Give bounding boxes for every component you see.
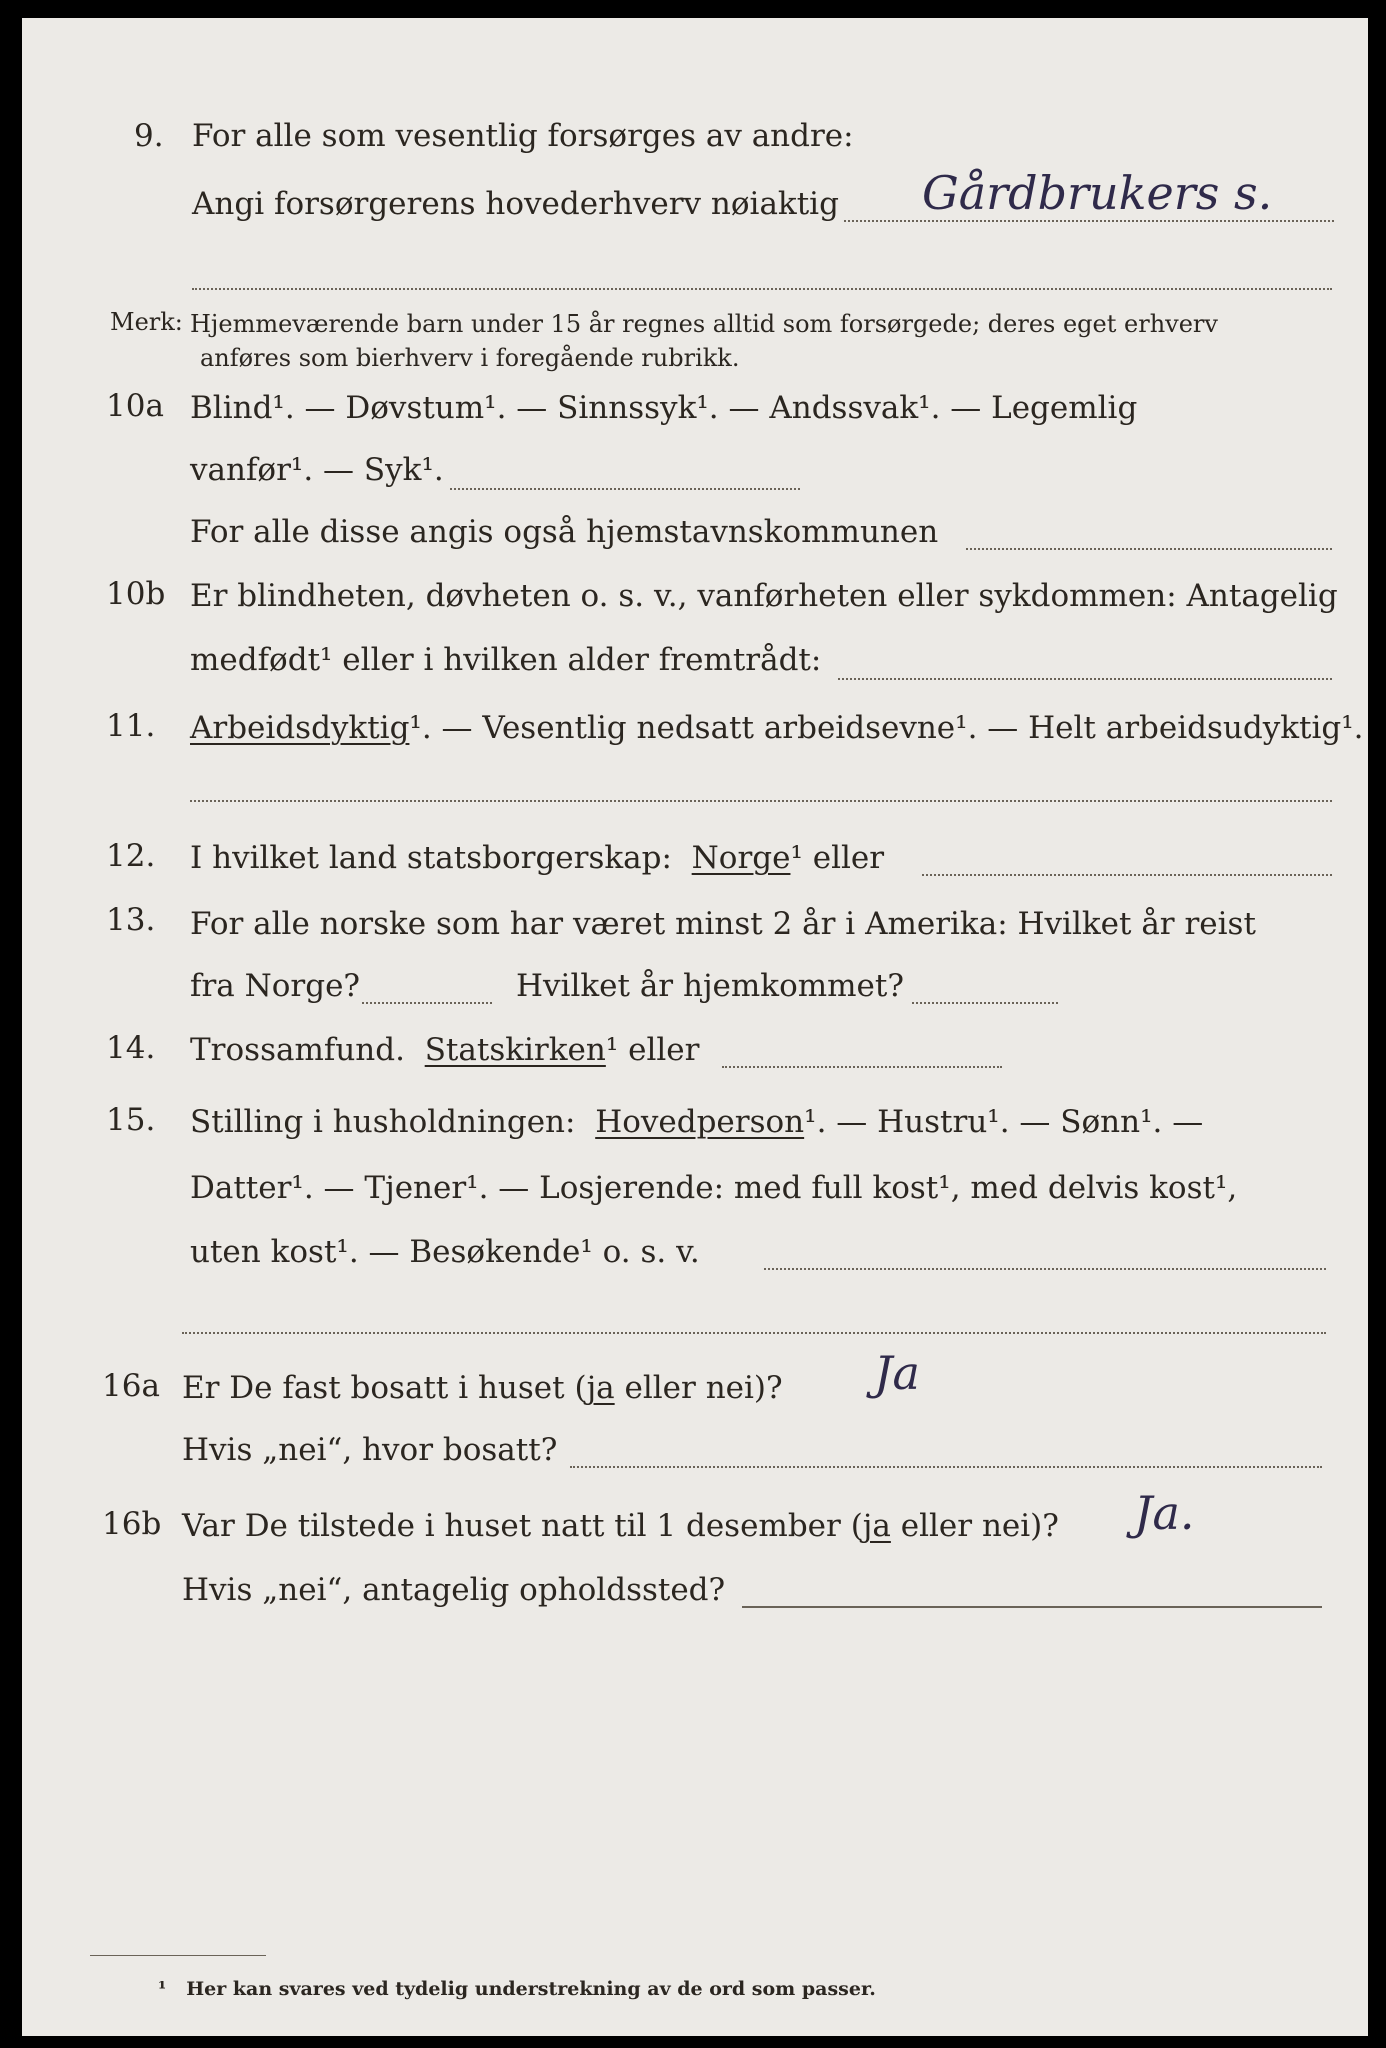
merk-line2: anføres som bierhverv i foregående rubrikk. [200, 344, 740, 372]
q16a-handwritten-answer: Ja [874, 1346, 920, 1400]
q12-underlined-option: Norge [691, 840, 791, 876]
q13-reist-line [362, 1002, 492, 1004]
q15-extra-line [182, 1332, 1326, 1334]
q12-post: ¹ eller [790, 840, 885, 876]
footnote-mark: ¹ [158, 1978, 167, 2000]
q15-line2: Datter¹. — Tjener¹. — Losjerende: med full kost¹, med delvis kost¹, [190, 1170, 1238, 1206]
q9-number: 9. [134, 118, 164, 154]
q11-line1 [190, 708, 1364, 748]
q13-line2a: fra Norge? [190, 968, 361, 1004]
q16b-line2: Hvis „nei“, antagelig opholdssted? [182, 1572, 726, 1608]
q15-prompt: Stilling i husholdningen: [190, 1104, 576, 1140]
q10b-line2: medfødt¹ eller i hvilken alder fremtrådt: [190, 642, 822, 678]
q13-line2b: Hvilket år hjemkommet? [516, 968, 904, 1004]
q12-answer-line [922, 874, 1332, 876]
q12-prompt: I hvilket land statsborgerskap: [190, 840, 672, 876]
footnote [158, 1976, 876, 2002]
q16a-number: 16a [102, 1368, 160, 1404]
q15-answer-line [764, 1268, 1326, 1270]
q16b-post: eller nei)? [890, 1508, 1059, 1544]
q12-number: 12. [106, 838, 156, 874]
q14-post: ¹ eller [605, 1032, 700, 1068]
q9-answer-line [844, 220, 1334, 222]
footnote-text: Her kan svares ved tydelig understrekning av de ord som passer. [186, 1978, 876, 2000]
q15-post: ¹. — Hustru¹. — Sønn¹. — [804, 1104, 1204, 1140]
q13-hjemkommet-line [912, 1002, 1058, 1004]
q10b-number: 10b [106, 576, 166, 612]
q9-line1: For alle som vesentlig forsørges av andre: [192, 118, 854, 154]
q12-line1 [190, 838, 884, 878]
q9-handwritten-answer: Gårdbrukers s. [922, 166, 1273, 220]
q10b-line1: Er blindheten, døvheten o. s. v., vanførheten eller sykdommen: Antagelig [190, 578, 1338, 614]
q9-line2: Angi forsørgerens hovederhverv nøiaktig [192, 186, 839, 222]
q16a-bosatt-line [570, 1466, 1322, 1468]
q16b-handwritten-answer: Ja. [1134, 1486, 1195, 1540]
q13-number: 13. [106, 902, 156, 938]
q10a-line1: Blind¹. — Døvstum¹. — Sinnssyk¹. — Andssvak¹. — Legemlig [190, 390, 1138, 426]
census-form-page [22, 18, 1368, 2036]
q14-underlined-option: Statskirken [424, 1032, 606, 1068]
q16b-underlined-option: ja [862, 1508, 891, 1544]
q13-line1: For alle norske som har været minst 2 år i Amerika: Hvilket år reist [190, 906, 1256, 942]
q10a-line3: For alle disse angis også hjemstavnskommunen [190, 514, 939, 550]
q11-extra-line [190, 800, 1332, 802]
q14-line1 [190, 1030, 699, 1070]
q10a-line2: vanfør¹. — Syk¹. [190, 452, 444, 488]
q11-underlined-option: Arbeidsdyktig [190, 710, 410, 746]
q15-line1 [190, 1102, 1203, 1142]
q14-prompt: Trossamfund. [190, 1032, 405, 1068]
merk-label: Merk: [110, 308, 183, 336]
q16a-line1 [182, 1368, 783, 1408]
q14-answer-line [722, 1066, 1002, 1068]
q10a-number: 10a [106, 388, 164, 424]
q9-extra-line [192, 288, 1332, 290]
q15-line3: uten kost¹. — Besøkende¹ o. s. v. [190, 1234, 700, 1270]
q16a-underlined-option: ja [586, 1370, 615, 1406]
merk-line1: Hjemmeværende barn under 15 år regnes alltid som forsørgede; deres eget erhverv [190, 310, 1218, 338]
q11-rest: ¹. — Vesentlig nedsatt arbeidsevne¹. — Helt arbeidsudyktig¹. [409, 710, 1364, 746]
q10b-answer-line [838, 678, 1332, 680]
q10a-hjemstavn-line [966, 548, 1332, 550]
q16b-line1 [182, 1506, 1059, 1546]
q15-underlined-option: Hovedperson [595, 1104, 805, 1140]
q16a-post: eller nei)? [614, 1370, 783, 1406]
footnote-divider [90, 1955, 266, 1956]
q16a-prompt: Er De fast bosatt i huset ( [182, 1370, 587, 1406]
q15-number: 15. [106, 1102, 156, 1138]
q16b-opholdssted-line [742, 1606, 1322, 1608]
q11-number: 11. [106, 708, 156, 744]
q10a-syk-line [450, 488, 800, 490]
q16a-line2: Hvis „nei“, hvor bosatt? [182, 1432, 558, 1468]
q16b-prompt: Var De tilstede i huset natt til 1 desember ( [182, 1508, 863, 1544]
q16b-number: 16b [102, 1506, 162, 1542]
q14-number: 14. [106, 1030, 156, 1066]
